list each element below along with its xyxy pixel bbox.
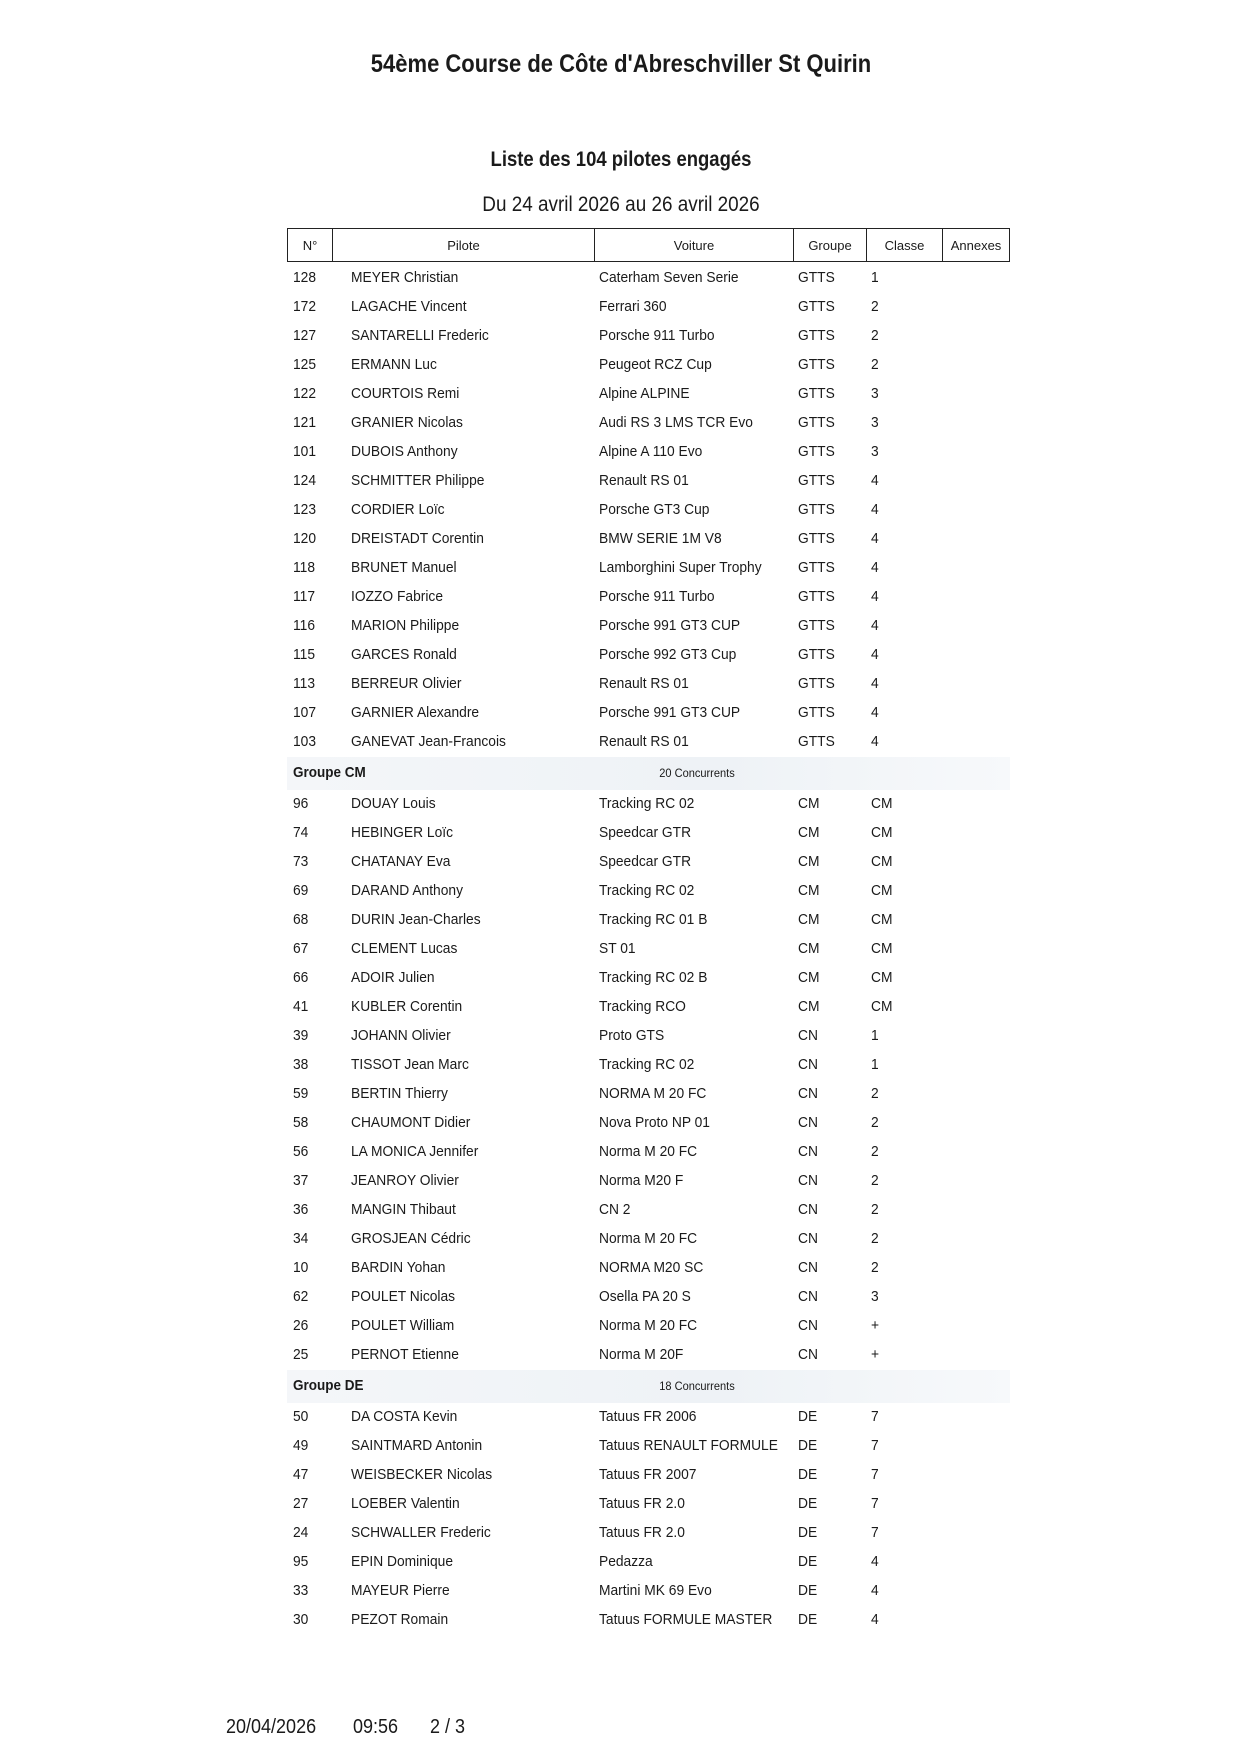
cell-num: 68 [293,911,309,928]
cell-pilote: GARNIER Alexandre [351,704,480,721]
cell-classe: 7 [871,1408,879,1425]
cell-classe: 4 [871,1553,879,1570]
cell-classe: 2 [871,1259,879,1276]
group-name: Groupe DE [293,1377,364,1394]
cell-pilote: SCHWALLER Frederic [351,1524,491,1541]
cell-num: 95 [293,1553,309,1570]
cell-pilote: MEYER Christian [351,269,459,286]
table-row [287,612,1010,641]
cell-groupe: GTTS [798,443,835,460]
cell-classe: CM [871,882,893,899]
cell-pilote: BERTIN Thierry [351,1085,448,1102]
cell-groupe: GTTS [798,385,835,402]
table-row [287,1109,1010,1138]
header-annexes: Annexes [950,237,1002,253]
table-row [287,906,1010,935]
cell-voiture: Porsche GT3 Cup [599,501,710,518]
cell-pilote: BARDIN Yohan [351,1259,446,1276]
cell-voiture: Norma M20 F [599,1172,684,1189]
cell-voiture: Peugeot RCZ Cup [599,356,712,373]
cell-voiture: Pedazza [599,1553,653,1570]
cell-groupe: CN [798,1317,818,1334]
cell-pilote: BERREUR Olivier [351,675,462,692]
table-row [287,1196,1010,1225]
cell-groupe: DE [798,1495,818,1512]
cell-num: 123 [293,501,317,518]
cell-voiture: Lamborghini Super Trophy [599,559,762,576]
cell-classe: 4 [871,501,879,518]
table-row [287,322,1010,351]
cell-pilote: ERMANN Luc [351,356,437,373]
table-row [287,1022,1010,1051]
cell-classe: 3 [871,385,879,402]
cell-num: 58 [293,1114,309,1131]
cell-classe: CM [871,795,893,812]
cell-pilote: CHATANAY Eva [351,853,451,870]
cell-groupe: CN [798,1085,818,1102]
print-date: 20/04/2026 [226,1716,317,1738]
cell-voiture: Norma M 20 FC [599,1317,698,1334]
cell-pilote: CLEMENT Lucas [351,940,458,957]
table-row [287,993,1010,1022]
cell-classe: 2 [871,327,879,344]
table-row [287,1577,1010,1606]
cell-pilote: PEZOT Romain [351,1611,449,1628]
cell-num: 69 [293,882,309,899]
cell-pilote: ADOIR Julien [351,969,435,986]
cell-classe: 1 [871,1027,879,1044]
cell-pilote: DA COSTA Kevin [351,1408,458,1425]
cell-num: 30 [293,1611,309,1628]
cell-groupe: CM [798,969,820,986]
cell-voiture: Speedcar GTR [599,824,692,841]
table-row [287,1461,1010,1490]
cell-pilote: DUBOIS Anthony [351,443,458,460]
cell-groupe: DE [798,1437,818,1454]
cell-num: 10 [293,1259,309,1276]
cell-classe: CM [871,853,893,870]
cell-pilote: SCHMITTER Philippe [351,472,485,489]
cell-groupe: CM [798,824,820,841]
page-title: 54ème Course de Côte d'Abreschviller St Quirin [370,50,872,78]
cell-voiture: Renault RS 01 [599,733,689,750]
cell-groupe: CM [798,795,820,812]
cell-num: 62 [293,1288,309,1305]
cell-classe: + [871,1346,880,1363]
cell-groupe: CN [798,1027,818,1044]
group-count: 18 Concurrents [659,1379,735,1393]
entry-list [287,264,1010,1635]
table-row [287,293,1010,322]
cell-num: 120 [293,530,317,547]
cell-voiture: Tracking RCO [599,998,686,1015]
cell-classe: CM [871,998,893,1015]
group-count: 20 Concurrents [659,766,735,780]
table-row [287,1519,1010,1548]
table-row [287,1254,1010,1283]
cell-classe: CM [871,969,893,986]
cell-num: 39 [293,1027,309,1044]
cell-num: 24 [293,1524,309,1541]
cell-classe: 4 [871,646,879,663]
cell-groupe: GTTS [798,356,835,373]
cell-num: 125 [293,356,317,373]
cell-num: 124 [293,472,317,489]
cell-groupe: DE [798,1408,818,1425]
cell-voiture: Alpine A 110 Evo [599,443,703,460]
table-row [287,877,1010,906]
cell-pilote: LAGACHE Vincent [351,298,467,315]
table-row [287,1548,1010,1577]
cell-num: 37 [293,1172,309,1189]
table-row [287,1341,1010,1370]
cell-classe: 4 [871,1582,879,1599]
cell-voiture: Norma M 20 FC [599,1230,698,1247]
cell-num: 49 [293,1437,309,1454]
cell-groupe: GTTS [798,298,835,315]
table-row [287,1051,1010,1080]
group-header-row [287,757,1010,790]
cell-num: 103 [293,733,317,750]
cell-pilote: GRANIER Nicolas [351,414,463,431]
header-pilote: Pilote [333,229,595,261]
cell-num: 47 [293,1466,309,1483]
cell-num: 66 [293,969,309,986]
cell-pilote: HEBINGER Loïc [351,824,454,841]
cell-voiture: Tatuus FORMULE MASTER [599,1611,773,1628]
cell-classe: 3 [871,414,879,431]
cell-num: 25 [293,1346,309,1363]
group-header-row [287,1370,1010,1403]
table-row [287,1490,1010,1519]
page-subtitle: Liste des 104 pilotes engagés [490,148,752,171]
cell-classe: CM [871,940,893,957]
cell-groupe: CN [798,1201,818,1218]
cell-voiture: Alpine ALPINE [599,385,690,402]
cell-voiture: Porsche 911 Turbo [599,327,715,344]
print-time: 09:56 [353,1716,399,1738]
cell-pilote: GARCES Ronald [351,646,457,663]
cell-classe: 2 [871,1114,879,1131]
cell-num: 36 [293,1201,309,1218]
cell-pilote: TISSOT Jean Marc [351,1056,469,1073]
cell-groupe: DE [798,1524,818,1541]
cell-pilote: DOUAY Louis [351,795,436,812]
cell-num: 116 [293,617,316,634]
cell-voiture: Porsche 992 GT3 Cup [599,646,737,663]
cell-num: 67 [293,940,309,957]
cell-num: 113 [293,675,316,692]
header-groupe: Groupe [794,229,867,261]
cell-groupe: CM [798,940,820,957]
cell-pilote: MAYEUR Pierre [351,1582,450,1599]
cell-classe: 7 [871,1495,879,1512]
cell-classe: 7 [871,1437,879,1454]
cell-pilote: DURIN Jean-Charles [351,911,481,928]
cell-pilote: SAINTMARD Antonin [351,1437,483,1454]
cell-classe: CM [871,824,893,841]
table-row [287,525,1010,554]
cell-voiture: Renault RS 01 [599,472,689,489]
table-row [287,848,1010,877]
cell-classe: 7 [871,1524,879,1541]
cell-voiture: Nova Proto NP 01 [599,1114,710,1131]
table-row [287,264,1010,293]
table-row [287,964,1010,993]
cell-voiture: Ferrari 360 [599,298,667,315]
table-row [287,1432,1010,1461]
cell-voiture: ST 01 [599,940,636,957]
cell-classe: 1 [871,269,879,286]
cell-groupe: CN [798,1172,818,1189]
table-row [287,351,1010,380]
cell-voiture: Tracking RC 01 B [599,911,708,928]
cell-voiture: Osella PA 20 S [599,1288,691,1305]
cell-pilote: POULET Nicolas [351,1288,456,1305]
cell-voiture: Martini MK 69 Evo [599,1582,712,1599]
table-row [287,1080,1010,1109]
cell-pilote: DREISTADT Corentin [351,530,484,547]
cell-groupe: GTTS [798,472,835,489]
table-row [287,380,1010,409]
cell-voiture: NORMA M20 SC [599,1259,704,1276]
cell-groupe: DE [798,1582,818,1599]
cell-pilote: GROSJEAN Cédric [351,1230,471,1247]
table-row [287,1283,1010,1312]
cell-classe: 4 [871,530,879,547]
cell-classe: 2 [871,1085,879,1102]
cell-num: 127 [293,327,317,344]
cell-voiture: Proto GTS [599,1027,665,1044]
cell-pilote: CORDIER Loïc [351,501,445,518]
cell-voiture: CN 2 [599,1201,631,1218]
cell-num: 96 [293,795,309,812]
cell-groupe: GTTS [798,646,835,663]
cell-classe: 4 [871,617,879,634]
cell-groupe: DE [798,1611,818,1628]
cell-num: 118 [293,559,316,576]
cell-voiture: Tracking RC 02 [599,1056,695,1073]
cell-classe: 4 [871,588,879,605]
cell-voiture: Caterham Seven Serie [599,269,739,286]
table-row [287,935,1010,964]
cell-voiture: NORMA M 20 FC [599,1085,707,1102]
table-row [287,496,1010,525]
cell-groupe: DE [798,1466,818,1483]
cell-classe: 4 [871,675,879,692]
cell-num: 33 [293,1582,309,1599]
cell-pilote: LOEBER Valentin [351,1495,460,1512]
cell-num: 38 [293,1056,309,1073]
cell-groupe: CN [798,1143,818,1160]
cell-pilote: KUBLER Corentin [351,998,463,1015]
cell-classe: 2 [871,356,879,373]
cell-voiture: Porsche 911 Turbo [599,588,715,605]
cell-classe: 2 [871,1143,879,1160]
page-number: 2 / 3 [430,1716,466,1738]
cell-groupe: CN [798,1259,818,1276]
cell-num: 172 [293,298,317,315]
cell-voiture: Tracking RC 02 [599,882,695,899]
cell-groupe: CM [798,911,820,928]
table-row [287,1225,1010,1254]
cell-groupe: CN [798,1346,818,1363]
cell-num: 74 [293,824,309,841]
cell-groupe: GTTS [798,559,835,576]
cell-num: 122 [293,385,317,402]
cell-classe: 4 [871,1611,879,1628]
table-row [287,1312,1010,1341]
cell-groupe: CM [798,998,820,1015]
table-row [287,641,1010,670]
cell-num: 115 [293,646,316,663]
cell-voiture: Porsche 991 GT3 CUP [599,617,741,634]
table-row [287,583,1010,612]
cell-pilote: GANEVAT Jean-Francois [351,733,506,750]
cell-voiture: Porsche 991 GT3 CUP [599,704,741,721]
cell-voiture: Tatuus RENAULT FORMULE [599,1437,778,1454]
table-row [287,699,1010,728]
cell-num: 107 [293,704,317,721]
cell-groupe: CN [798,1288,818,1305]
cell-classe: + [871,1317,880,1334]
cell-num: 117 [293,588,316,605]
cell-groupe: CN [798,1114,818,1131]
cell-num: 26 [293,1317,309,1334]
cell-classe: 4 [871,472,879,489]
cell-voiture: Tatuus FR 2.0 [599,1524,685,1541]
cell-classe: 3 [871,1288,879,1305]
cell-voiture: Tatuus FR 2006 [599,1408,697,1425]
cell-pilote: PERNOT Etienne [351,1346,459,1363]
header-classe: Classe [867,229,943,261]
cell-pilote: POULET William [351,1317,455,1334]
cell-classe: 7 [871,1466,879,1483]
cell-voiture: Norma M 20F [599,1346,684,1363]
cell-classe: CM [871,911,893,928]
table-row [287,554,1010,583]
group-name: Groupe CM [293,764,366,781]
cell-classe: 4 [871,704,879,721]
cell-num: 27 [293,1495,309,1512]
cell-num: 101 [293,443,317,460]
cell-pilote: BRUNET Manuel [351,559,457,576]
cell-voiture: Tracking RC 02 B [599,969,708,986]
cell-voiture: Norma M 20 FC [599,1143,698,1160]
cell-groupe: GTTS [798,327,835,344]
header-voiture: Voiture [595,229,794,261]
cell-pilote: SANTARELLI Frederic [351,327,489,344]
cell-num: 41 [293,998,309,1015]
cell-num: 34 [293,1230,309,1247]
table-row [287,1606,1010,1635]
cell-pilote: CHAUMONT Didier [351,1114,471,1131]
cell-voiture: Tatuus FR 2.0 [599,1495,685,1512]
cell-num: 121 [293,414,317,431]
table-row [287,1138,1010,1167]
cell-pilote: JOHANN Olivier [351,1027,451,1044]
cell-voiture: Speedcar GTR [599,853,692,870]
cell-groupe: DE [798,1553,818,1570]
cell-groupe: GTTS [798,733,835,750]
cell-groupe: GTTS [798,588,835,605]
cell-classe: 2 [871,1230,879,1247]
table-row [287,728,1010,757]
table-row [287,438,1010,467]
cell-classe: 1 [871,1056,879,1073]
cell-groupe: CN [798,1230,818,1247]
cell-groupe: GTTS [798,704,835,721]
cell-pilote: IOZZO Fabrice [351,588,444,605]
cell-num: 128 [293,269,317,286]
cell-voiture: Tatuus FR 2007 [599,1466,697,1483]
cell-groupe: GTTS [798,530,835,547]
cell-groupe: GTTS [798,269,835,286]
cell-pilote: EPIN Dominique [351,1553,454,1570]
cell-voiture: Tracking RC 02 [599,795,695,812]
table-row [287,409,1010,438]
cell-groupe: CN [798,1056,818,1073]
table-row [287,467,1010,496]
cell-groupe: CM [798,882,820,899]
cell-groupe: GTTS [798,675,835,692]
cell-voiture: BMW SERIE 1M V8 [599,530,722,547]
cell-classe: 2 [871,1201,879,1218]
cell-groupe: GTTS [798,414,835,431]
cell-num: 50 [293,1408,309,1425]
cell-classe: 4 [871,733,879,750]
cell-groupe: GTTS [798,501,835,518]
date-range: Du 24 avril 2026 au 26 avril 2026 [482,193,760,216]
table-row [287,670,1010,699]
cell-voiture: Audi RS 3 LMS TCR Evo [599,414,753,431]
cell-classe: 4 [871,559,879,576]
table-row [287,1167,1010,1196]
table-row [287,1403,1010,1432]
cell-groupe: CM [798,853,820,870]
cell-pilote: MANGIN Thibaut [351,1201,456,1218]
cell-pilote: MARION Philippe [351,617,460,634]
cell-classe: 3 [871,443,879,460]
cell-groupe: GTTS [798,617,835,634]
cell-classe: 2 [871,298,879,315]
cell-pilote: JEANROY Olivier [351,1172,459,1189]
cell-voiture: Renault RS 01 [599,675,689,692]
cell-num: 73 [293,853,309,870]
cell-pilote: WEISBECKER Nicolas [351,1466,493,1483]
table-row [287,790,1010,819]
header-num: N° [288,229,333,261]
cell-pilote: DARAND Anthony [351,882,463,899]
cell-num: 56 [293,1143,309,1160]
table-header [287,228,1010,262]
table-row [287,819,1010,848]
cell-pilote: COURTOIS Remi [351,385,460,402]
cell-num: 59 [293,1085,309,1102]
cell-pilote: LA MONICA Jennifer [351,1143,479,1160]
cell-classe: 2 [871,1172,879,1189]
